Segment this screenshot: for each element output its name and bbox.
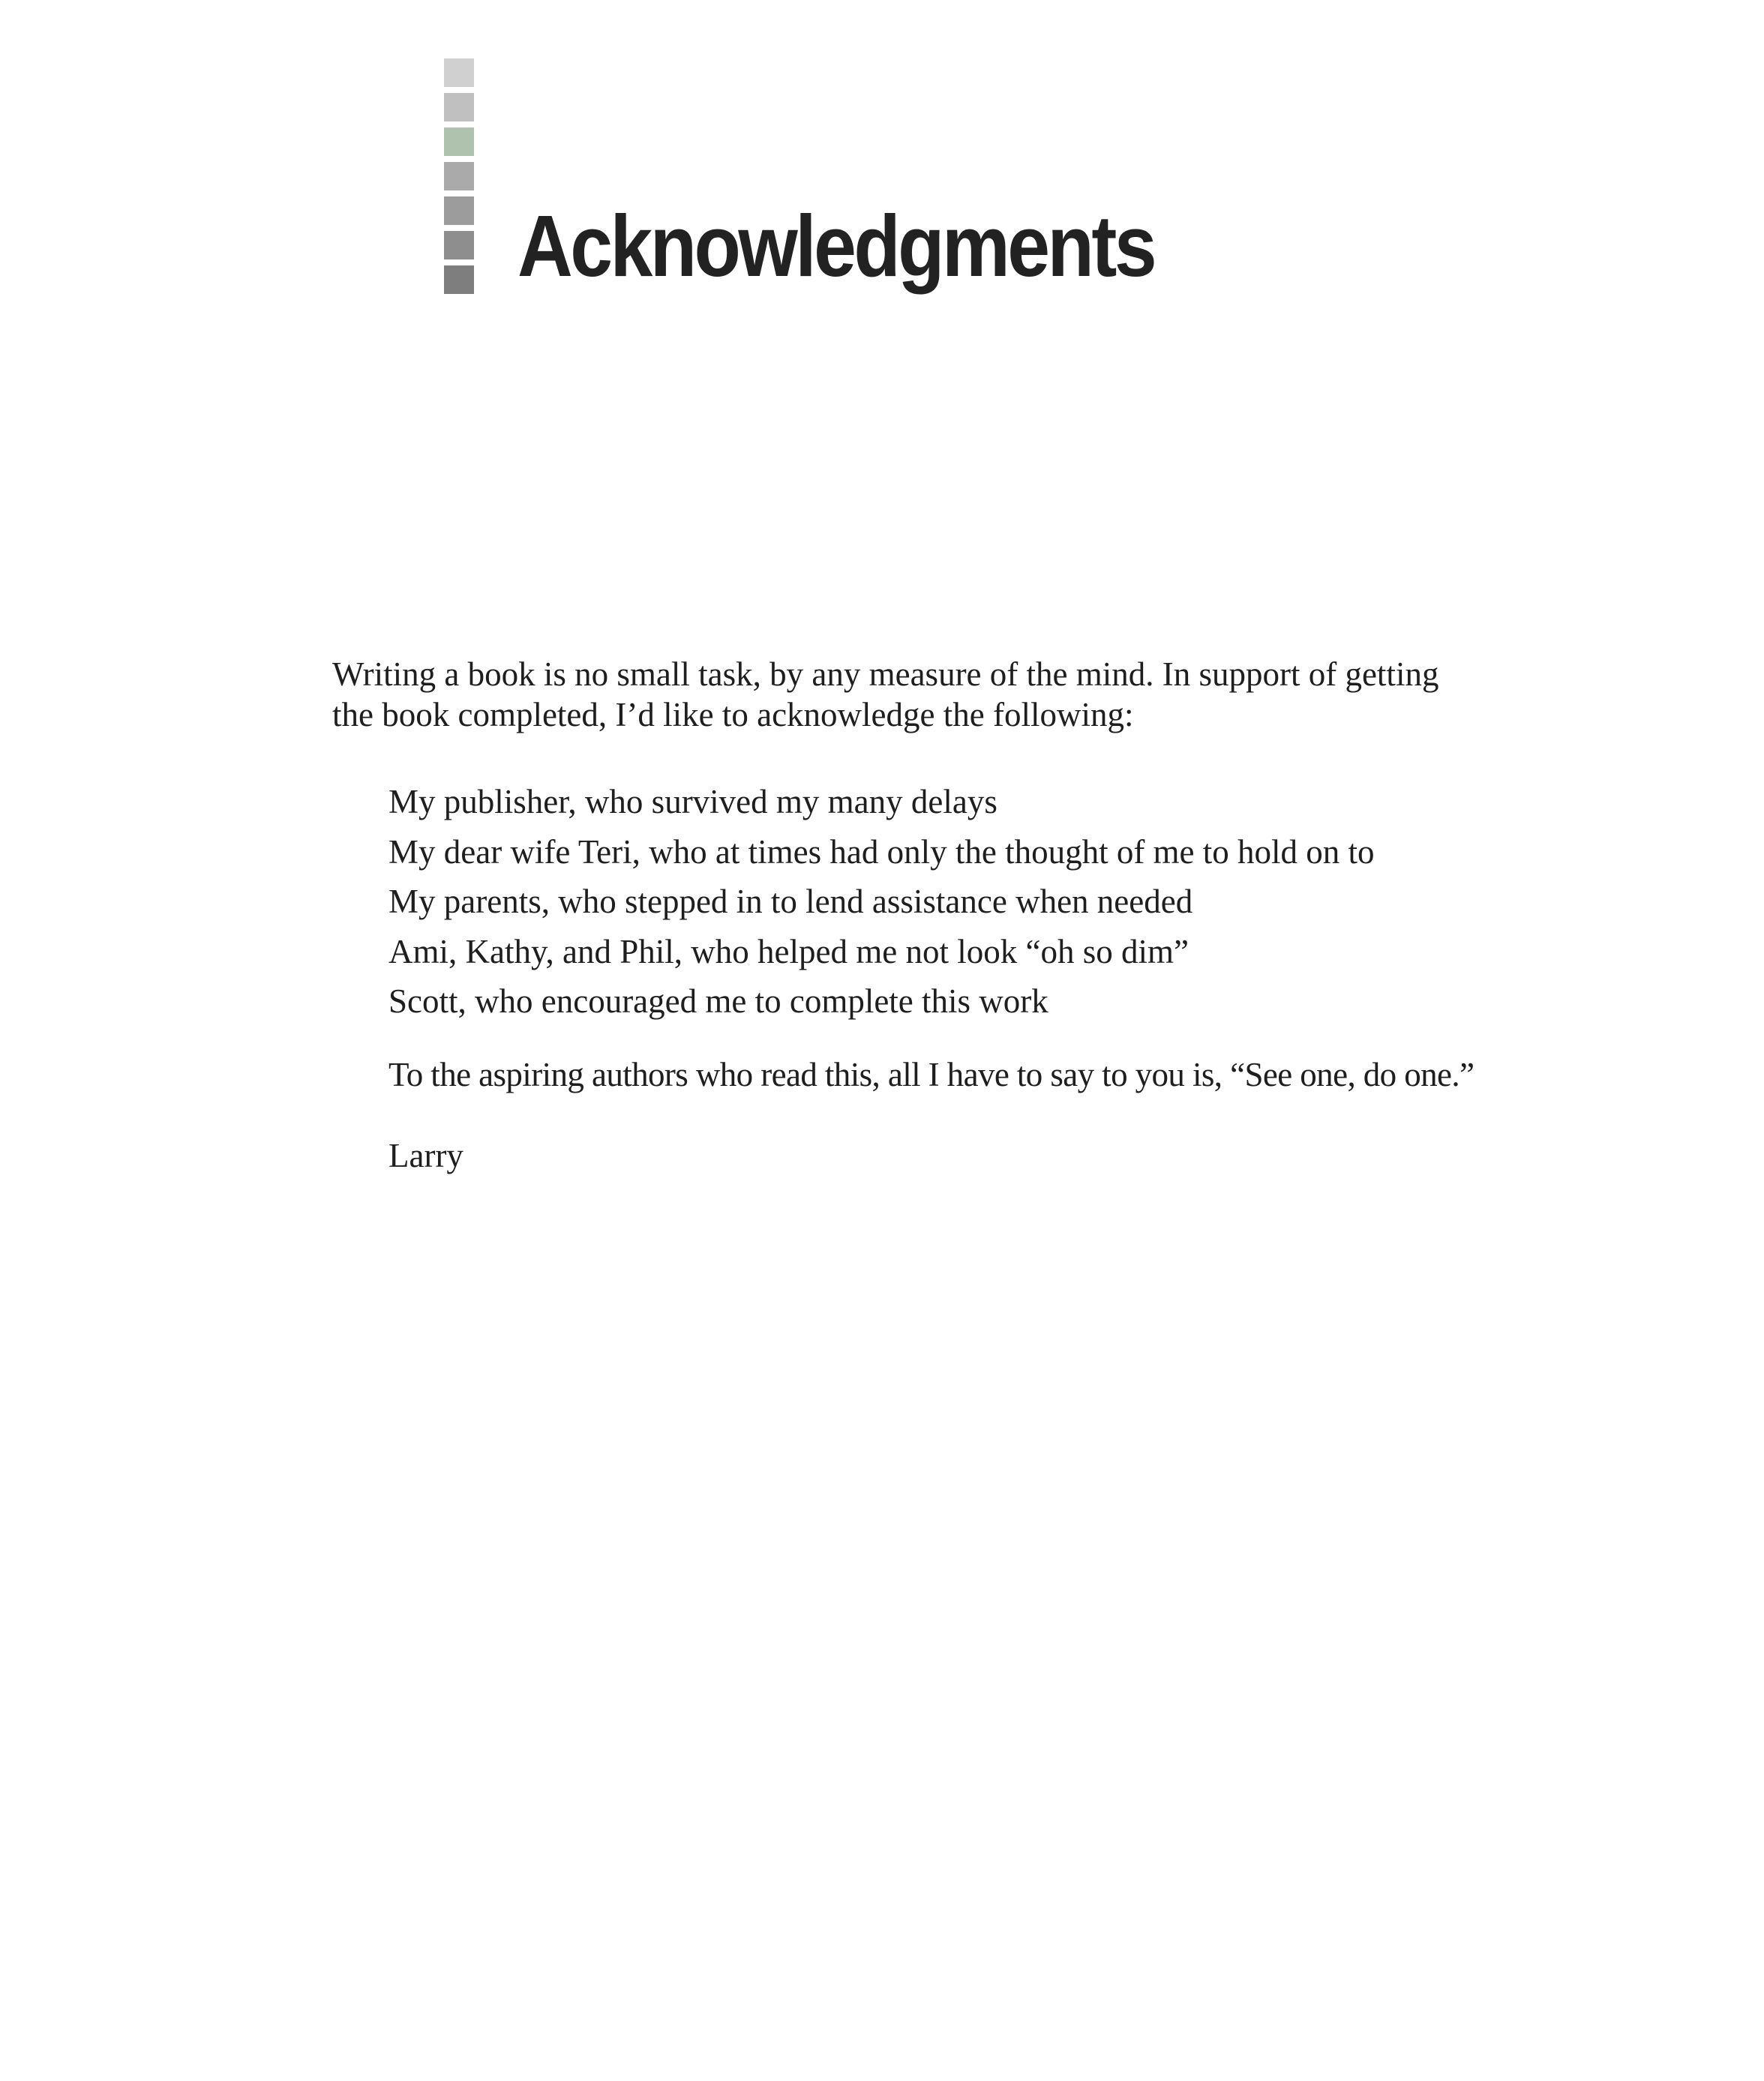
signature: Larry (388, 1137, 464, 1174)
list-item: Scott, who encouraged me to complete this work (388, 982, 1048, 1020)
marker-square (444, 231, 474, 259)
list-item: My publisher, who survived my many delays (388, 783, 998, 820)
marker-square (444, 127, 474, 156)
list-item: My dear wife Teri, who at times had only the thought of me to hold on to (388, 832, 1375, 871)
acknowledgment-list (388, 777, 1498, 1027)
marker-square (444, 196, 474, 225)
list-item: Ami, Kathy, and Phil, who helped me not look “oh so dim” (388, 932, 1189, 970)
list-item: My parents, who stepped in to lend assistance when needed (388, 883, 1193, 920)
closing-paragraph: To the aspiring authors who read this, all I have to say to you is, “See one, do one.” (388, 1056, 1474, 1093)
intro-paragraph: Writing a book is no small task, by any measure of the mind. In support of getting the book completed, I’d like to acknowledge the following: (332, 655, 1439, 733)
chapter-marker-bar (444, 58, 474, 300)
page-title: Acknowledgments (518, 197, 1155, 295)
marker-square (444, 93, 474, 121)
marker-square (444, 265, 474, 294)
marker-square (444, 162, 474, 190)
marker-square (444, 58, 474, 87)
